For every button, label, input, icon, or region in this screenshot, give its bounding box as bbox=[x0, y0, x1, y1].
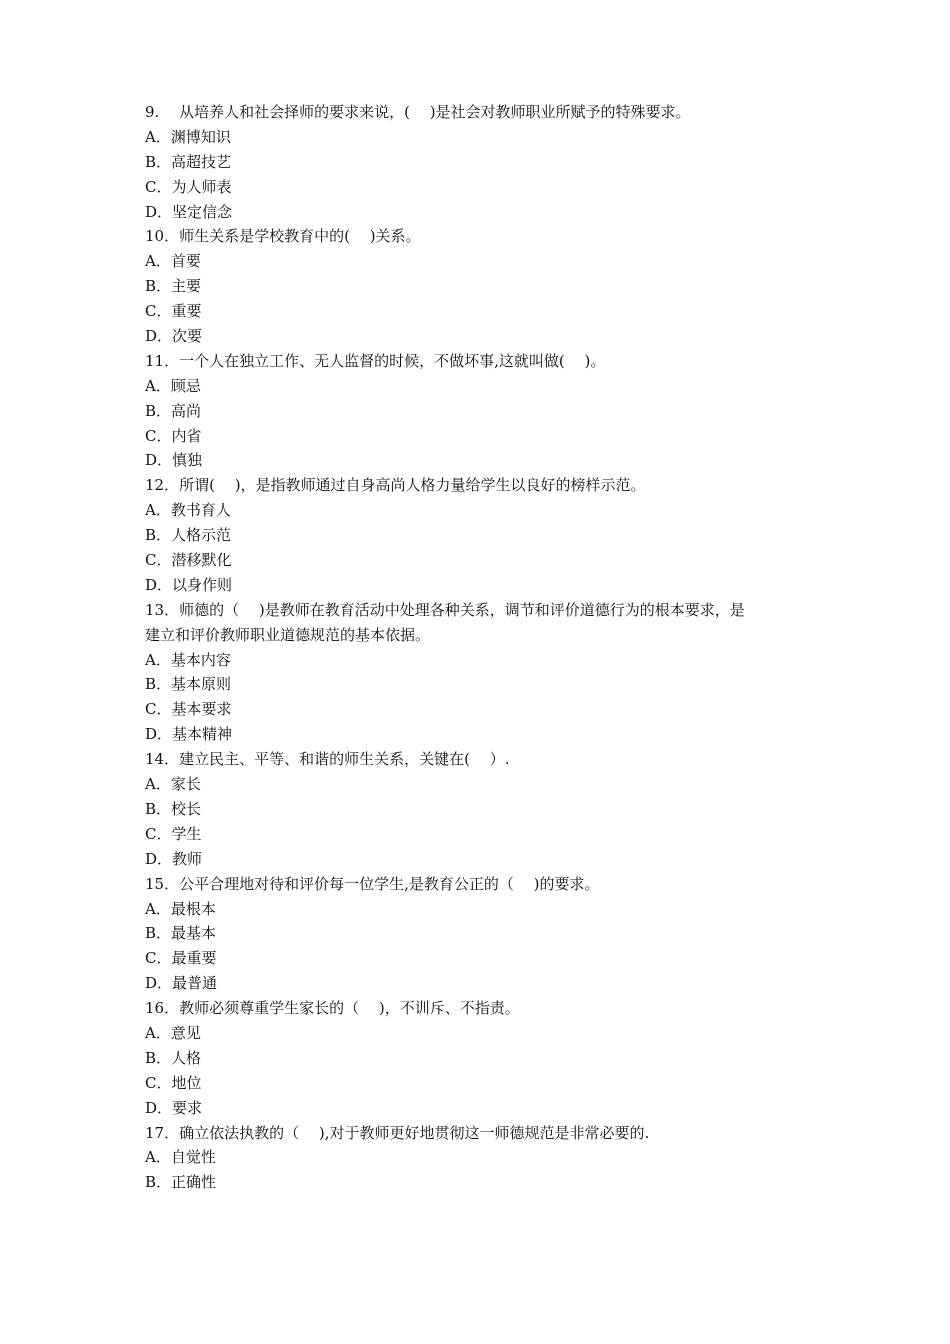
option-b: B．高超技艺 bbox=[145, 152, 232, 171]
option-b: B．正确性 bbox=[145, 1173, 217, 1192]
question-10 bbox=[145, 224, 825, 348]
option-c: C．学生 bbox=[145, 824, 202, 843]
option-a: A．家长 bbox=[145, 775, 201, 794]
question-stem: 15．公平合理地对待和评价每一位学生,是教育公正的（ )的要求。 bbox=[145, 874, 600, 893]
option-b: B．主要 bbox=[145, 277, 202, 296]
option-b: B．人格示范 bbox=[145, 526, 232, 545]
option-b: B．基本原则 bbox=[145, 675, 232, 694]
option-c: C．基本要求 bbox=[145, 700, 232, 719]
option-c: C．最重要 bbox=[145, 949, 217, 968]
option-c: C．重要 bbox=[145, 302, 202, 321]
option-d: D．要求 bbox=[145, 1098, 203, 1117]
option-d: D．最普通 bbox=[145, 974, 218, 993]
question-stem: 17．确立依法执教的（ ),对于教师更好地贯彻这一师德规范是非常必要的. bbox=[145, 1123, 650, 1142]
question-12 bbox=[145, 473, 825, 597]
option-c: C．地位 bbox=[145, 1073, 202, 1092]
question-17 bbox=[145, 1121, 825, 1196]
option-a: A．渊博知识 bbox=[145, 127, 231, 146]
question-stem-continued: 建立和评价教师职业道德规范的基本依据。 bbox=[145, 625, 431, 644]
question-13 bbox=[145, 598, 825, 747]
question-11 bbox=[145, 349, 825, 473]
question-list bbox=[145, 100, 825, 1195]
option-a: A．教书育人 bbox=[145, 501, 231, 520]
option-a: A．顾忌 bbox=[145, 376, 201, 395]
question-stem: 12．所谓( )，是指教师通过自身高尚人格力量给学生以良好的榜样示范。 bbox=[145, 476, 646, 495]
question-15 bbox=[145, 872, 825, 996]
option-c: C．为人师表 bbox=[145, 177, 232, 196]
option-a: A．基本内容 bbox=[145, 650, 231, 669]
option-d: D．以身作则 bbox=[145, 575, 233, 594]
question-14 bbox=[145, 747, 825, 871]
option-a: A．最根本 bbox=[145, 899, 216, 918]
question-stem: 16．教师必须尊重学生家长的（ )，不训斥、不指责。 bbox=[145, 999, 520, 1018]
question-stem: 13．师德的（ )是教师在教育活动中处理各种关系，调节和评价道德行为的根本要求，是 bbox=[145, 600, 745, 619]
option-b: B．最基本 bbox=[145, 924, 217, 943]
option-b: B．人格 bbox=[145, 1048, 202, 1067]
option-d: D．基本精神 bbox=[145, 725, 233, 744]
question-16 bbox=[145, 996, 825, 1120]
option-d: D．坚定信念 bbox=[145, 202, 233, 221]
option-a: A．自觉性 bbox=[145, 1148, 216, 1167]
option-c: C．潜移默化 bbox=[145, 551, 232, 570]
question-stem: 11．一个人在独立工作、无人监督的时候，不做坏事,这就叫做( )。 bbox=[145, 351, 606, 370]
question-stem: 14．建立民主、平等、和谐的师生关系，关键在( ）. bbox=[145, 750, 510, 769]
option-d: D．慎独 bbox=[145, 451, 203, 470]
question-stem: 10．师生关系是学校教育中的( )关系。 bbox=[145, 227, 421, 246]
question-stem: 9. 从培养人和社会择师的要求来说，( )是社会对教师职业所赋予的特殊要求。 bbox=[145, 103, 691, 121]
option-b: B．高尚 bbox=[145, 401, 202, 420]
option-d: D．次要 bbox=[145, 327, 203, 346]
option-c: C．内省 bbox=[145, 426, 202, 445]
option-a: A．意见 bbox=[145, 1023, 201, 1042]
option-a: A．首要 bbox=[145, 252, 201, 271]
option-b: B．校长 bbox=[145, 799, 202, 818]
question-9 bbox=[145, 100, 825, 224]
option-d: D．教师 bbox=[145, 849, 203, 868]
